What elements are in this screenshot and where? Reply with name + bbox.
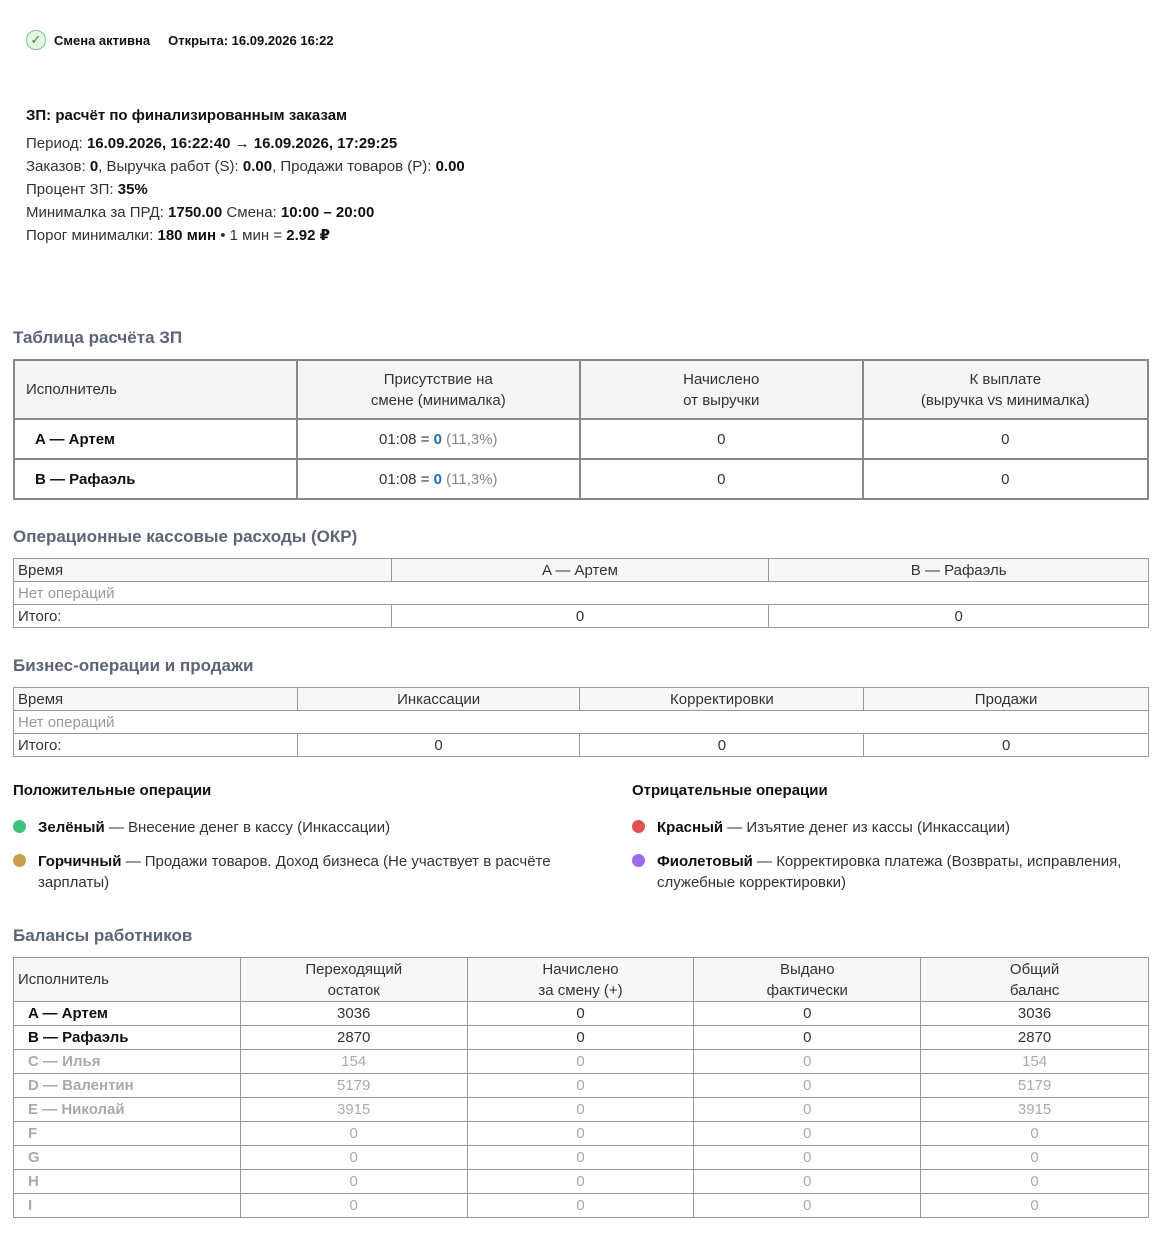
col-header-paid: Выдано фактически [694,958,921,1002]
paid-cell: 0 [694,1050,921,1074]
purple-dot-icon [632,854,645,867]
col-header-executor: Исполнитель [14,958,241,1002]
percent-value: 35% [117,181,148,198]
total-cell: 0 [921,1122,1149,1146]
total-cell: 3036 [921,1002,1149,1026]
executor-name: H [14,1170,241,1194]
mustard-dot-icon [13,854,26,867]
minimum-line: Минималка за ПРД: 1750.00 Смена: 10:00 – 20:00 [26,204,375,221]
legend-item-green: Зелёный — Внесение денег в кассу (Инкассации) [13,817,573,838]
accrued-cell: 0 [467,1194,694,1218]
carry-cell: 0 [240,1170,467,1194]
table-row [14,1170,1149,1194]
okr-title: Операционные кассовые расходы (ОКР) [13,527,358,546]
table-row [14,1026,1149,1050]
positive-ops-title: Положительные операции [13,782,212,799]
accrued-cell: 0 [467,1122,694,1146]
carry-cell: 2870 [240,1026,467,1050]
sales-value: 0.00 [435,158,465,175]
paid-cell: 0 [694,1002,921,1026]
executor-name: D — Валентин [14,1074,241,1098]
carry-cell: 0 [240,1122,467,1146]
table-row [14,1050,1149,1074]
carry-cell: 3915 [240,1098,467,1122]
accrued-cell: 0 [467,1050,694,1074]
total-row [14,734,1149,757]
table-row [14,459,1148,499]
total-cell: 0 [921,1170,1149,1194]
table-row [14,1122,1149,1146]
executor-name: C — Илья [14,1050,241,1074]
carry-cell: 154 [240,1050,467,1074]
period-line: Период: 16.09.2026, 16:22:40 → 16.09.2026, 17:29:25 [26,135,398,152]
col-header-time: Время [14,559,392,582]
paid-cell: 0 [694,1122,921,1146]
table-header-row [14,958,1149,1002]
biz-title: Бизнес-операции и продажи [13,656,254,675]
executor-name: G [14,1146,241,1170]
shift-hours-value: 10:00 – 20:00 [280,204,375,221]
balances-title: Балансы работников [13,926,193,945]
payout-cell: 0 [863,459,1149,499]
shift-status [26,29,334,51]
col-header-sales: Продажи [864,688,1149,711]
paid-cell: 0 [694,1146,921,1170]
minimum-value: 1750.00 [168,204,223,221]
accrued-cell: 0 [467,1026,694,1050]
table-row [14,419,1148,459]
threshold-value: 180 мин [157,227,217,244]
executor-name: I [14,1194,241,1218]
period-value: 16.09.2026, 16:22:40 → 16.09.2026, 17:29:25 [86,135,398,152]
biz-table [13,687,1149,757]
col-header-total: Общий баланс [921,958,1149,1002]
no-operations-text: Нет операций [14,582,1149,605]
carry-cell: 5179 [240,1074,467,1098]
orders-value: 0 [89,158,99,175]
salary-summary [26,104,465,247]
summary-title: ЗП: расчёт по финализированным заказам [26,107,348,124]
green-dot-icon [13,820,26,833]
revenue-value: 0.00 [242,158,273,175]
total-value: 0 [769,605,1149,628]
table-header-row [14,559,1149,582]
total-cell: 5179 [921,1074,1149,1098]
total-label: Итого: [14,605,392,628]
col-header-time: Время [14,688,298,711]
presence-cell: 01:08 = 0 (11,3%) [297,459,581,499]
col-header-corrections: Корректировки [580,688,864,711]
shift-active-label: Смена активна [54,32,151,48]
legend-item-red: Красный — Изъятие денег из кассы (Инкассации) [632,817,1157,838]
legend-item-mustard: Горчичный — Продажи товаров. Доход бизнеса (Не участвует в расчёте зарплаты) [13,851,573,893]
okr-table [13,558,1149,628]
no-operations-text: Нет операций [14,711,1149,734]
col-header-payout: К выплате (выручка vs минималка) [863,360,1149,419]
paid-cell: 0 [694,1170,921,1194]
executor-name: B — Рафаэль [14,459,297,499]
col-header-rafael: B — Рафаэль [769,559,1149,582]
col-header-accrued: Начислено от выручки [580,360,862,419]
table-row [14,1098,1149,1122]
executor-name: E — Николай [14,1098,241,1122]
paid-cell: 0 [694,1026,921,1050]
col-header-collections: Инкассации [297,688,580,711]
total-cell: 0 [921,1194,1149,1218]
shift-opened-label: Открыта: 16.09.2026 16:22 [168,32,334,48]
accrued-cell: 0 [580,459,862,499]
executor-name: B — Рафаэль [14,1026,241,1050]
total-cell: 154 [921,1050,1149,1074]
carry-cell: 0 [240,1146,467,1170]
executor-name: A — Артем [14,1002,241,1026]
accrued-cell: 0 [467,1002,694,1026]
paid-cell: 0 [694,1194,921,1218]
table-row [14,1074,1149,1098]
table-row [14,1002,1149,1026]
check-icon: ✓ [26,30,46,50]
paid-cell: 0 [694,1074,921,1098]
table-header-row [14,688,1149,711]
executor-name: F [14,1122,241,1146]
total-value: 0 [297,734,580,757]
table-header-row [14,360,1148,419]
zp-table [13,359,1149,500]
total-value: 0 [391,605,769,628]
col-header-executor: Исполнитель [14,360,297,419]
accrued-cell: 0 [580,419,862,459]
table-row [14,1146,1149,1170]
empty-row [14,711,1149,734]
total-label: Итого: [14,734,298,757]
total-cell: 3915 [921,1098,1149,1122]
threshold-line: Порог минималки: 180 мин • 1 мин = 2.92 ₽ [26,227,331,244]
presence-cell: 01:08 = 0 (11,3%) [297,419,581,459]
accrued-cell: 0 [467,1146,694,1170]
zp-table-title: Таблица расчёта ЗП [13,328,183,347]
total-value: 0 [580,734,864,757]
col-header-carryover: Переходящий остаток [240,958,467,1002]
total-cell: 0 [921,1146,1149,1170]
total-row [14,605,1149,628]
col-header-artem: A — Артем [391,559,769,582]
per-minute-value: 2.92 ₽ [286,227,331,244]
col-header-presence: Присутствие на смене (минималка) [297,360,581,419]
executor-name: A — Артем [14,419,297,459]
legend-item-purple: Фиолетовый — Корректировка платежа (Возвраты, исправления, служебные корректировки) [632,851,1157,893]
total-value: 0 [864,734,1149,757]
accrued-cell: 0 [467,1074,694,1098]
table-row [14,1194,1149,1218]
col-header-accrued: Начислено за смену (+) [467,958,694,1002]
balances-table [13,957,1149,1218]
carry-cell: 3036 [240,1002,467,1026]
accrued-cell: 0 [467,1170,694,1194]
paid-cell: 0 [694,1098,921,1122]
total-cell: 2870 [921,1026,1149,1050]
red-dot-icon [632,820,645,833]
accrued-cell: 0 [467,1098,694,1122]
payout-cell: 0 [863,419,1149,459]
carry-cell: 0 [240,1194,467,1218]
orders-line: Заказов: 0, Выручка работ (S): 0.00, Продажи товаров (P): 0.00 [26,158,465,175]
negative-ops-title: Отрицательные операции [632,782,828,799]
percent-line: Процент ЗП: 35% [26,181,148,198]
empty-row [14,582,1149,605]
